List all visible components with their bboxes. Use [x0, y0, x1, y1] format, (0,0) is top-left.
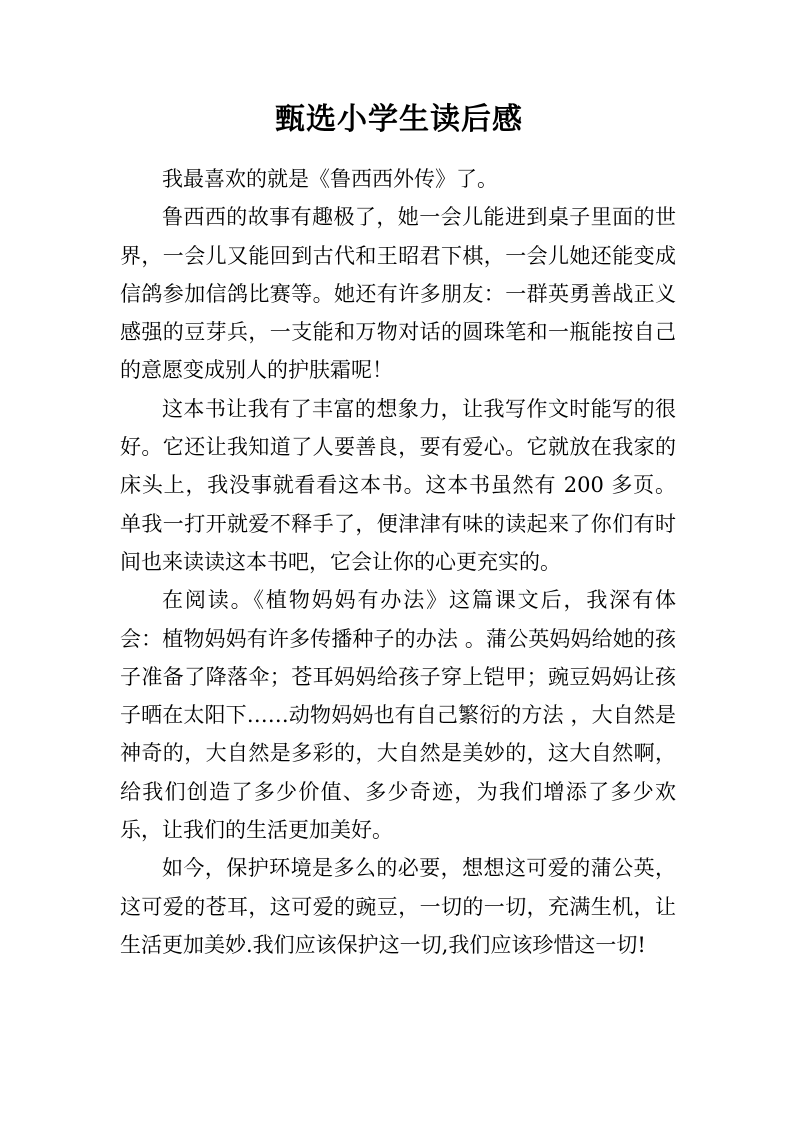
paragraph: 我最喜欢的就是《鲁西西外传》了。 — [162, 167, 498, 191]
paragraph: 在阅读。《植物妈妈有办法》这篇课文后，我深有体会：植物妈妈有许多传播种子的办法 。蒲公英妈妈给她的孩子准备了降落伞；苍耳妈妈给孩子穿上铠甲；豌豆妈妈让孩子晒在太阳下……动物妈妈也有自己繁衍的方法 ，大自然是神奇的，大自然是多彩的，大自然是美妙的，这大自然啊，给我们创造了多少价值、多少奇迹，为我们增添了多少欢乐，让我们的生活更加美好。 — [120, 588, 676, 843]
paragraph: 鲁西西的故事有趣极了，她一会儿能进到桌子里面的世界，一会儿又能回到古代和王昭君下棋，一会儿她还能变成信鸽参加信鸽比赛等。她还有许多朋友：一群英勇善战正义感强的豆芽兵，一支能和万物对话的圆珠笔和一瓶能按自己的意愿变成别人的护肤霜呢！ — [120, 205, 676, 383]
paragraph: 这本书让我有了丰富的想象力，让我写作文时能写的很好。它还让我知道了人要善良，要有爱心。它就放在我家的床头上，我没事就看看这本书。这本书虽然有 200 多页。单我一打开就爱不释手了，便津津有味的读起来了你们有时间也来读读这本书吧，它会让你的心更充实的。 — [120, 396, 676, 574]
document-title: 甄选小学生读后感 — [275, 102, 523, 137]
document-body — [120, 160, 676, 964]
paragraph: 如今，保护环境是多么的必要，想想这可爱的蒲公英，这可爱的苍耳，这可爱的豌豆，一切的一切，充满生机，让生活更加美妙.我们应该保护这一切,我们应该珍惜这一切! — [120, 856, 676, 957]
